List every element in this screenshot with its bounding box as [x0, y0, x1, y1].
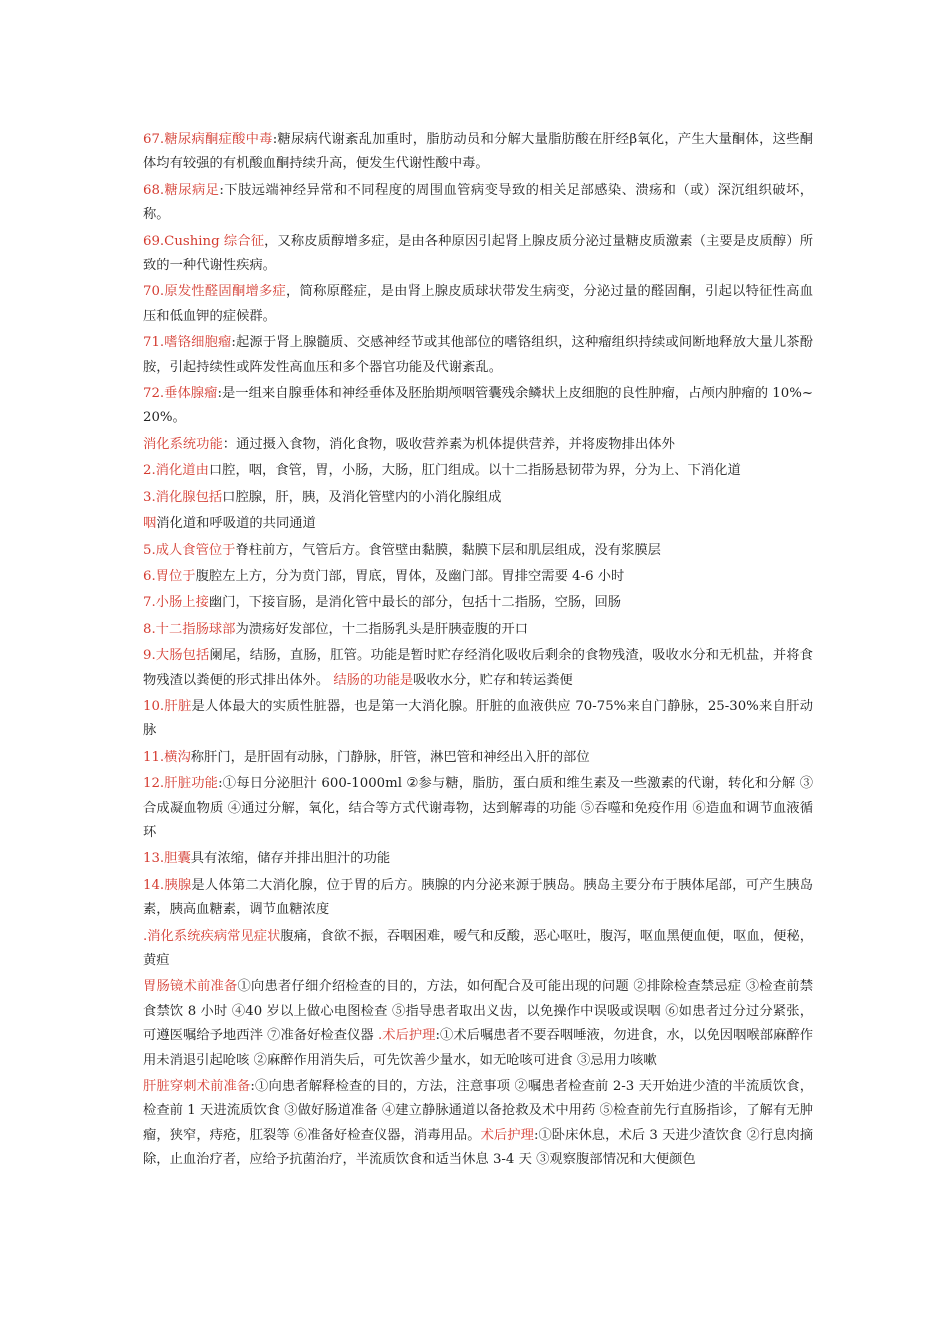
body-text: 吸收水分，贮存和转运粪便 — [413, 672, 573, 688]
paragraph — [143, 128, 813, 177]
body-text: 口腔，咽，食管，胃，小肠，大肠，肛门组成。以十二指肠悬韧带为界，分为上、下消化道 — [208, 463, 741, 479]
body-text: 口腔腺，肝，胰，及消化管壁内的小消化腺组成 — [222, 489, 502, 505]
body-text: ，简称原醛症，是由肾上腺皮质球状带发生病变，分泌过量的醛固酮，引起以特征性高血压和低血钾的症候群。 — [143, 284, 813, 324]
body-text: :糖尿病代谢紊乱加重时，脂肪动员和分解大量脂肪酸在肝经β氧化，产生大量酮体，这些酮体均有较强的有机酸血酮持续升高，便发生代谢性酸中毒。 — [143, 132, 813, 172]
term-heading: 肝脏穿刺术前准备 — [143, 1079, 251, 1095]
term-heading: 10.肝脏 — [143, 698, 192, 714]
body-text: :①向患者解释检查的目的，方法，注意事项 ②嘱患者检查前 2-3 天开始进少渣的半流质饮食，检查前 1 天进流质饮食 ③做好肠道准备 ④建立静脉通道以备抢救及术中用药 ⑤检查前先行直肠指诊，了解有无肿瘤，狭窄，痔疮，肛裂等 ⑥准备好检查仪器，消毒用品。 — [143, 1079, 814, 1143]
body-text: 阑尾，结肠，直肠，肛管。功能是暂时贮存经消化吸收后剩余的食物残渣，吸收水分和无机盐，并将食物残渣以粪便的形式排出体外。 — [143, 648, 814, 688]
body-text: :①术后嘱患者不要吞咽唾液，勿进食，水，以免因咽喉部麻醉作用未消退引起呛咳 ②麻醉作用消失后，可先饮善少量水，如无呛咳可进食 ③忌用力咳嗽 — [143, 1028, 813, 1068]
paragraph — [143, 486, 813, 510]
term-heading: 69.Cushing 综合征 — [143, 233, 265, 249]
term-heading: 14.胰腺 — [143, 877, 192, 893]
body-text: 是人体第二大消化腺，位于胃的后方。胰腺的内分泌来源于胰岛。胰岛主要分布于胰体尾部，可产生胰岛素，胰高血糖素，调节血糖浓度 — [143, 877, 813, 918]
term-heading: 7.小肠上接 — [143, 595, 209, 611]
paragraph — [143, 644, 813, 693]
body-text: 幽门，下接盲肠，是消化管中最长的部分，包括十二指肠，空肠，回肠 — [208, 595, 622, 611]
body-text: 脊柱前方，气管后方。食管壁由黏膜，黏膜下层和肌层组成，没有浆膜层 — [235, 542, 661, 558]
body-text: 消化道和呼吸道的共同通道 — [156, 516, 316, 532]
term-heading: 67.糖尿病酮症酸中毒 — [143, 132, 273, 147]
term-heading: 咽 — [143, 516, 157, 532]
term-heading: 11.横沟 — [143, 749, 191, 765]
body-text: 腹痛，食欲不振，吞咽困难，嗳气和反酸，恶心呕吐，腹泻，呕血黑便血便，呕血，便秘，黄疸 — [143, 928, 813, 968]
body-text: ①向患者仔细介绍检查的目的，方法，如何配合及可能出现的问题 ②排除检查禁忌症 ③检查前禁食禁饮 8 小时 ④40 岁以上做心电图检查 ⑤指导患者取出义齿，以免操作中误吸或误咽 ⑥如患者过分过分紧张，可遵医嘱给予地西泮 ⑦准备好检查仪器 — [143, 979, 814, 1044]
term-heading: .术后护理 — [377, 1028, 436, 1044]
term-heading: 结肠的功能是 — [333, 672, 414, 688]
term-heading: 术后护理 — [480, 1127, 534, 1143]
term-heading: 6.胃位于 — [143, 568, 196, 584]
term-heading: 胃肠镜术前准备 — [143, 979, 238, 995]
term-heading: 70.原发性醛固酮增多症 — [143, 284, 287, 300]
paragraph — [143, 591, 813, 615]
body-text: 为溃疡好发部位，十二指肠乳头是肝胰壶腹的开口 — [235, 621, 528, 637]
paragraph — [143, 331, 813, 380]
body-text: 腹腔左上方，分为贲门部，胃底，胃体，及幽门部。胃排空需要 4-6 小时 — [195, 568, 625, 584]
term-heading: 13.胆囊 — [143, 851, 191, 867]
body-text: :①每日分泌胆汁 600-1000ml ②参与糖，脂肪，蛋白质和维生素及一些激素的代谢，转化和分解 ③合成凝血物质 ④通过分解，氧化，结合等方式代谢毒物，达到解毒的功能 ⑤吞噬和免疫作用 ⑥造血和调节血液循环 — [143, 776, 813, 840]
paragraph — [143, 925, 813, 974]
paragraph — [143, 539, 813, 563]
paragraph — [143, 459, 813, 483]
term-heading: 71.嗜铬细胞瘤 — [143, 335, 232, 351]
term-heading: 3.消化腺包括 — [143, 489, 223, 505]
term-heading: 5.成人食管位于 — [143, 542, 236, 558]
body-text: 具有浓缩，储存并排出胆汁的功能 — [190, 851, 391, 867]
paragraph — [143, 975, 813, 1073]
paragraph — [143, 382, 813, 431]
paragraph — [143, 874, 813, 923]
term-heading: .消化系统疾病常见症状 — [143, 928, 281, 944]
body-text: ：通过摄入食物，消化食物，吸收营养素为机体提供营养，并将废物排出体外 — [222, 436, 675, 452]
term-heading: 68.糖尿病足 — [143, 182, 220, 198]
document-body — [143, 128, 813, 1175]
paragraph — [143, 695, 813, 744]
body-text: ，又称皮质醇增多症，是由各种原因引起肾上腺皮质分泌过量糖皮质激素（主要是皮质醇）所致的一种代谢性疾病。 — [143, 233, 814, 274]
paragraph — [143, 1075, 813, 1173]
term-heading: 2.消化道由 — [143, 463, 209, 479]
paragraph — [143, 565, 813, 589]
paragraph — [143, 772, 813, 845]
body-text: 称肝门，是肝固有动脉，门静脉，肝管，淋巴管和神经出入肝的部位 — [190, 749, 590, 765]
body-text: 是人体最大的实质性脏器，也是第一大消化腺。肝脏的血液供应 70-75%来自门静脉，25-30%来自肝动脉 — [143, 698, 813, 739]
paragraph — [143, 618, 813, 642]
body-text: :起源于肾上腺髓质、交感神经节或其他部位的嗜铬组织，这种瘤组织持续或间断地释放大量儿茶酚胺，引起持续性或阵发性高血压和多个器官功能及代谢紊乱。 — [143, 335, 813, 375]
body-text: :①卧床休息，术后 3 天进少渣饮食 ②行息肉摘除，止血治疗者，应给予抗菌治疗，半流质饮食和适当休息 3-4 天 ③观察腹部情况和大便颜色 — [143, 1127, 813, 1168]
paragraph — [143, 230, 813, 279]
paragraph — [143, 280, 813, 329]
term-heading: 12.肝脏功能 — [143, 776, 219, 792]
term-heading: 9.大肠包括 — [143, 648, 210, 664]
paragraph — [143, 433, 813, 457]
term-heading: 消化系统功能 — [143, 436, 223, 452]
term-heading: 72.垂体腺瘤 — [143, 386, 218, 402]
paragraph — [143, 179, 813, 228]
paragraph — [143, 847, 813, 871]
paragraph — [143, 512, 813, 536]
body-text: :是一组来自腺垂体和神经垂体及胚胎期颅咽管囊残余鳞状上皮细胞的良性肿瘤，占颅内肿瘤的 10%~20%。 — [143, 386, 813, 426]
term-heading: 8.十二指肠球部 — [143, 621, 236, 637]
body-text: :下肢远端神经异常和不同程度的周围血管病变导致的相关足部感染、溃疡和（或）深沉组织破坏，称。 — [143, 182, 813, 223]
paragraph — [143, 746, 813, 770]
